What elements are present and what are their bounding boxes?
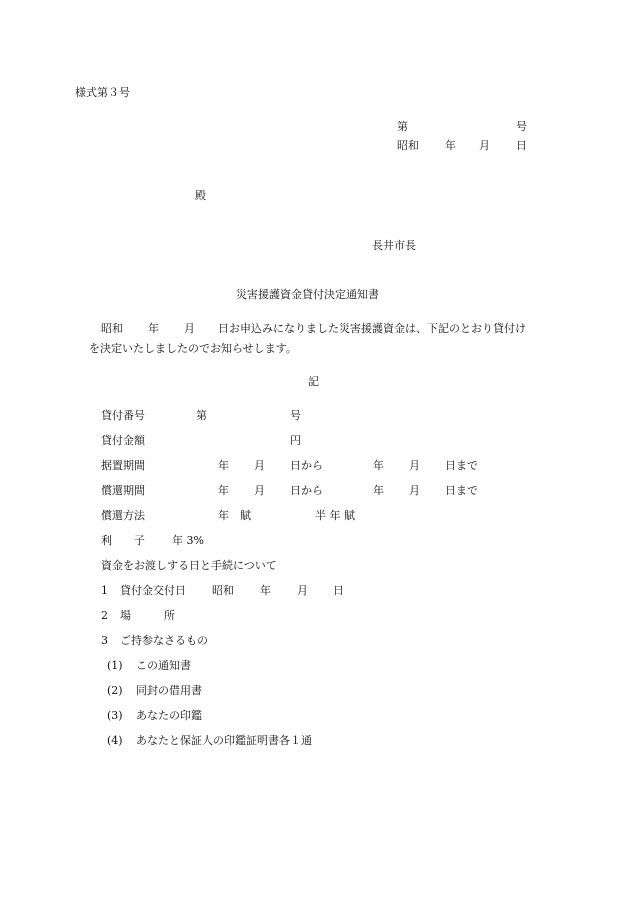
repay-semiannual: 半 年 賦 xyxy=(315,509,355,522)
date-day: 日 xyxy=(516,139,527,152)
loan-number-go: 号 xyxy=(290,409,301,422)
repay-day-to: 日まで xyxy=(445,484,478,497)
sub-item-text: この通知書 xyxy=(136,659,191,672)
date-year: 年 xyxy=(445,139,456,152)
body-era: 昭和 xyxy=(101,322,123,335)
item-label: 貸付金交付日 xyxy=(120,584,186,597)
addressee-honorific: 殿 xyxy=(195,189,206,202)
grace-year-to: 年 xyxy=(373,459,384,472)
loan-amount-unit: 円 xyxy=(290,434,301,447)
item-label: 貸付番号 xyxy=(101,409,145,422)
repay-year-from: 年 xyxy=(218,484,229,497)
delivery-month: 月 xyxy=(297,584,308,597)
grace-month-to: 月 xyxy=(409,459,420,472)
item-label: ご持参なさるもの xyxy=(120,634,208,647)
sub-item-number: (2) xyxy=(107,684,123,697)
issuer: 長井市長 xyxy=(372,239,416,252)
delivery-era: 昭和 xyxy=(212,584,234,597)
item-label: 利 子 xyxy=(101,534,145,547)
grace-month-from: 月 xyxy=(254,459,265,472)
body-year: 年 xyxy=(148,322,159,335)
procedure-heading: 資金をお渡しする日と手続について xyxy=(101,559,277,572)
grace-day-from: 日から xyxy=(290,459,323,472)
sub-item-number: (3) xyxy=(107,709,123,722)
sub-item-text: あなたと保証人の印鑑証明書各１通 xyxy=(136,734,312,747)
delivery-day: 日 xyxy=(333,584,344,597)
sub-item-number: (1) xyxy=(107,659,123,672)
delivery-year: 年 xyxy=(260,584,271,597)
ref-dai: 第 xyxy=(397,120,408,133)
ref-go: 号 xyxy=(516,120,527,133)
document-title: 災害援護資金貸付決定通知書 xyxy=(236,288,379,301)
repay-month-to: 月 xyxy=(409,484,420,497)
ki-heading: 記 xyxy=(308,375,319,388)
body-rest: 日お申込みになりました災害援護資金は、下記のとおり貸付け xyxy=(218,322,526,335)
repay-annual: 年 賦 xyxy=(218,509,251,522)
repay-day-from: 日から xyxy=(290,484,323,497)
sub-item-text: 同封の借用書 xyxy=(136,684,202,697)
date-era: 昭和 xyxy=(397,139,419,152)
item-number: 3 xyxy=(101,634,108,647)
item-number: 2 xyxy=(101,609,108,622)
repay-month-from: 月 xyxy=(254,484,265,497)
repay-year-to: 年 xyxy=(373,484,384,497)
body-month: 月 xyxy=(184,322,195,335)
grace-year-from: 年 xyxy=(218,459,229,472)
form-number: 様式第３号 xyxy=(75,86,130,99)
item-label: 据置期間 xyxy=(101,459,145,472)
item-label: 償還方法 xyxy=(101,509,145,522)
item-number: 1 xyxy=(101,584,108,597)
item-label: 貸付金額 xyxy=(101,434,145,447)
sub-item-number: (4) xyxy=(107,734,123,747)
item-label: 場 所 xyxy=(120,609,175,622)
sub-item-text: あなたの印鑑 xyxy=(136,709,202,722)
loan-number-dai: 第 xyxy=(196,409,207,422)
interest-value: 年 3% xyxy=(172,534,204,547)
item-label: 償還期間 xyxy=(101,484,145,497)
grace-day-to: 日まで xyxy=(445,459,478,472)
body-line-2: を決定いたしましたのでお知らせします。 xyxy=(89,342,297,355)
date-month: 月 xyxy=(479,139,490,152)
